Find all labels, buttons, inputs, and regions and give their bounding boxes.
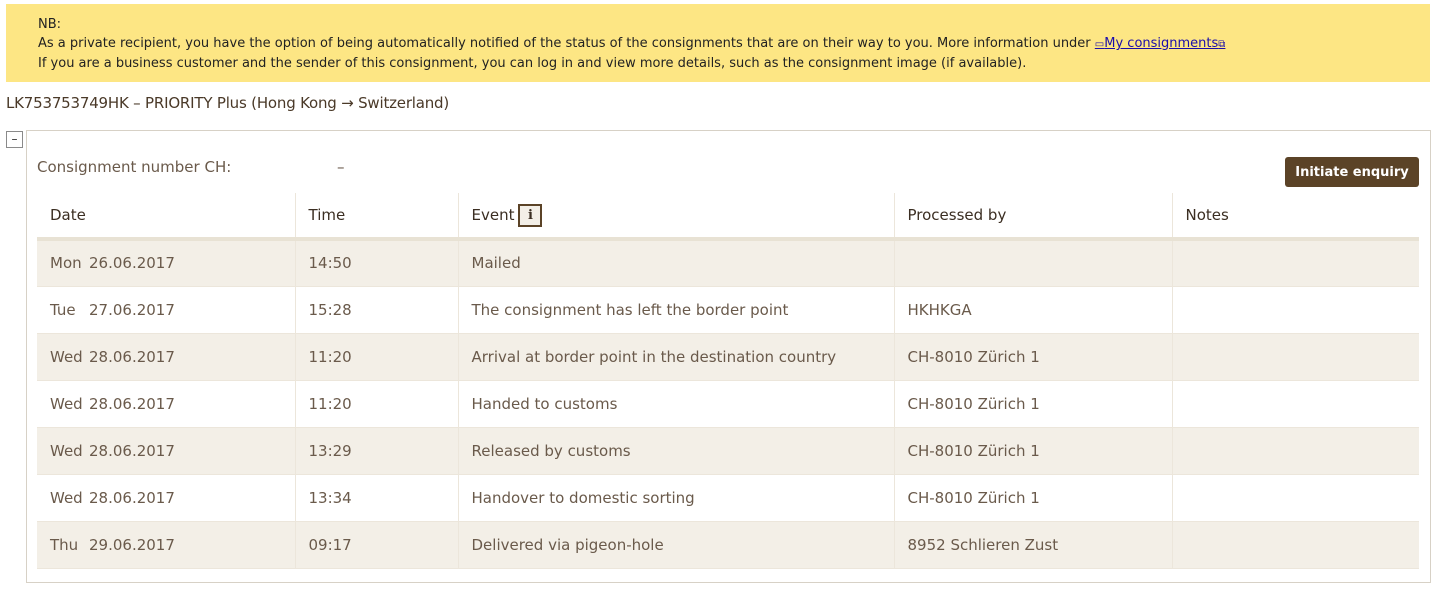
table-row bbox=[37, 380, 1419, 427]
event-cell: Delivered via pigeon-hole bbox=[458, 521, 894, 568]
table-row bbox=[37, 521, 1419, 568]
processed-by-cell: CH-8010 Zürich 1 bbox=[894, 427, 1172, 474]
my-consignments-link[interactable] bbox=[1095, 36, 1226, 51]
column-header-date: Date bbox=[37, 193, 295, 239]
column-header-event bbox=[458, 193, 894, 239]
date: 26.06.2017 bbox=[89, 254, 175, 273]
event-cell: Arrival at border point in the destination country bbox=[458, 333, 894, 380]
date-cell bbox=[37, 333, 295, 380]
initiate-enquiry-button[interactable]: Initiate enquiry bbox=[1285, 157, 1419, 187]
time-cell: 13:34 bbox=[295, 474, 458, 521]
date: 28.06.2017 bbox=[89, 394, 175, 413]
weekday: Wed bbox=[50, 441, 83, 460]
my-consignments-link-label: My consignments bbox=[1104, 36, 1219, 51]
date: 29.06.2017 bbox=[89, 535, 175, 554]
external-link-icon: ▭ bbox=[1094, 39, 1105, 50]
table-row bbox=[37, 474, 1419, 521]
notes-cell bbox=[1172, 427, 1419, 474]
processed-by-cell bbox=[894, 239, 1172, 286]
column-header-processed-by: Processed by bbox=[894, 193, 1172, 239]
notice-private-text: As a private recipient, you have the option of being automatically notified of the status of the consignments that are on their way to you. More information under bbox=[38, 36, 1095, 51]
event-cell: Mailed bbox=[458, 239, 894, 286]
time-cell: 11:20 bbox=[295, 333, 458, 380]
table-row bbox=[37, 286, 1419, 333]
time-cell: 11:20 bbox=[295, 380, 458, 427]
date: 28.06.2017 bbox=[89, 488, 175, 507]
column-header-notes: Notes bbox=[1172, 193, 1419, 239]
weekday: Tue bbox=[50, 300, 76, 319]
time-cell: 09:17 bbox=[295, 521, 458, 568]
weekday: Wed bbox=[50, 488, 83, 507]
date: 28.06.2017 bbox=[89, 441, 175, 460]
tracking-panel bbox=[26, 130, 1431, 583]
column-header-event-label: Event bbox=[471, 205, 515, 224]
event-cell: Handover to domestic sorting bbox=[458, 474, 894, 521]
event-cell: Released by customs bbox=[458, 427, 894, 474]
processed-by-cell: CH-8010 Zürich 1 bbox=[894, 474, 1172, 521]
time-cell: 13:29 bbox=[295, 427, 458, 474]
notes-cell bbox=[1172, 474, 1419, 521]
notice-private-recipient-text bbox=[38, 34, 1430, 54]
table-row bbox=[37, 333, 1419, 380]
time-cell: 15:28 bbox=[295, 286, 458, 333]
date-cell bbox=[37, 474, 295, 521]
weekday: Thu bbox=[50, 535, 79, 554]
processed-by-cell: HKHKGA bbox=[894, 286, 1172, 333]
consignment-number-label: Consignment number CH: bbox=[37, 158, 232, 176]
info-icon[interactable]: i bbox=[518, 204, 542, 227]
processed-by-cell: CH-8010 Zürich 1 bbox=[894, 380, 1172, 427]
weekday: Wed bbox=[50, 394, 83, 413]
consignment-number-value: – bbox=[337, 158, 345, 176]
date-cell bbox=[37, 521, 295, 568]
new-window-icon: ⧉ bbox=[1218, 39, 1226, 50]
table-row bbox=[37, 427, 1419, 474]
table-row bbox=[37, 239, 1419, 286]
notice-business-text: If you are a business customer and the sender of this consignment, you can log in and view more details, such as the consignment image (if available). bbox=[38, 56, 1027, 71]
table-header-row bbox=[37, 193, 1419, 239]
processed-by-cell: CH-8010 Zürich 1 bbox=[894, 333, 1172, 380]
date: 28.06.2017 bbox=[89, 347, 175, 366]
notes-cell bbox=[1172, 286, 1419, 333]
notes-cell bbox=[1172, 333, 1419, 380]
date-cell bbox=[37, 286, 295, 333]
consignment-heading: LK753753749HK – PRIORITY Plus (Hong Kong → Switzerland) bbox=[6, 94, 450, 112]
notes-cell bbox=[1172, 521, 1419, 568]
notes-cell bbox=[1172, 239, 1419, 286]
date: 27.06.2017 bbox=[89, 300, 175, 319]
date-cell bbox=[37, 239, 295, 286]
weekday: Wed bbox=[50, 347, 83, 366]
time-cell: 14:50 bbox=[295, 239, 458, 286]
date-cell bbox=[37, 427, 295, 474]
collapse-toggle-button[interactable]: – bbox=[6, 131, 23, 148]
notice-banner bbox=[6, 4, 1430, 82]
processed-by-cell: 8952 Schlieren Zust bbox=[894, 521, 1172, 568]
event-cell: Handed to customs bbox=[458, 380, 894, 427]
date-cell bbox=[37, 380, 295, 427]
notes-cell bbox=[1172, 380, 1419, 427]
event-cell: The consignment has left the border point bbox=[458, 286, 894, 333]
weekday: Mon bbox=[50, 254, 82, 273]
events-table bbox=[37, 193, 1419, 569]
notice-title: NB: bbox=[38, 17, 62, 32]
column-header-time: Time bbox=[295, 193, 458, 239]
